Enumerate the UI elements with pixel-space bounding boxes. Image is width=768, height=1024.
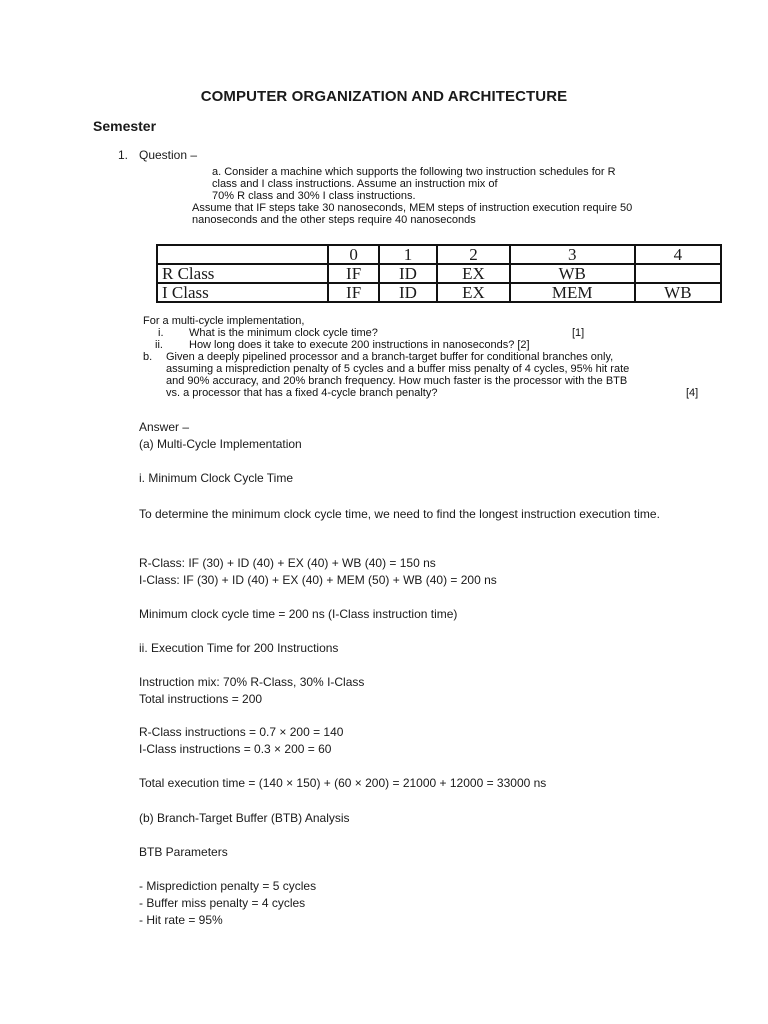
question-i-text: What is the minimum clock cycle time?	[189, 327, 378, 339]
btb-param: - Misprediction penalty = 5 cycles	[139, 879, 317, 893]
question-b-line: vs. a processor that has a fixed 4-cycle branch penalty?	[166, 387, 438, 399]
table-cell: IF	[328, 283, 378, 302]
table-row	[157, 283, 721, 302]
table-cell: ID	[379, 264, 438, 283]
table-cell: I Class	[157, 283, 328, 302]
table-cell: IF	[328, 264, 378, 283]
pipeline-steps-table	[156, 244, 722, 303]
table-cell: ID	[379, 283, 438, 302]
table-header-row	[157, 245, 721, 264]
answer-i-heading: i. Minimum Clock Cycle Time	[139, 471, 294, 485]
table-cell: MEM	[510, 283, 635, 302]
table-cell	[157, 245, 328, 264]
table-cell: WB	[510, 264, 635, 283]
total-instructions: Total instructions = 200	[139, 692, 263, 706]
table-cell: 2	[437, 245, 509, 264]
page-title: COMPUTER ORGANIZATION AND ARCHITECTURE	[200, 88, 568, 105]
question-ii-text: How long does it take to execute 200 instructions in nanoseconds? [2]	[189, 339, 530, 351]
instruction-mix: Instruction mix: 70% R-Class, 30% I-Class	[139, 675, 365, 689]
question-a-line: nanoseconds and the other steps require 40 nanoseconds	[192, 214, 476, 226]
i-class-count: I-Class instructions = 0.3 × 200 = 60	[139, 742, 332, 756]
question-a-line: class and I class instructions. Assume an instruction mix of	[212, 178, 498, 190]
i-class-time: I-Class: IF (30) + ID (40) + EX (40) + MEM (50) + WB (40) = 200 ns	[139, 573, 497, 587]
answer-intro: To determine the minimum clock cycle time, we need to find the longest instruction execution time.	[139, 507, 660, 521]
answer-ii-heading: ii. Execution Time for 200 Instructions	[139, 641, 339, 655]
answer-a-heading: (a) Multi-Cycle Implementation	[139, 437, 302, 451]
table-cell: WB	[635, 283, 721, 302]
question-label: Question –	[139, 148, 198, 162]
question-i-marks: [1]	[572, 327, 585, 339]
semester-heading: Semester	[93, 118, 157, 134]
btb-params-heading: BTB Parameters	[139, 845, 228, 859]
question-b-line: and 90% accuracy, and 20% branch frequency. How much faster is the processor with the BTB	[166, 375, 628, 387]
question-ii-number: ii.	[155, 339, 163, 351]
question-a-line: 70% R class and 30% I class instructions.	[212, 190, 416, 202]
question-b-line: Given a deeply pipelined processor and a branch-target buffer for conditional branches only,	[166, 351, 614, 363]
btb-param: - Hit rate = 95%	[139, 913, 223, 927]
table-cell: R Class	[157, 264, 328, 283]
question-number: 1.	[118, 148, 129, 162]
table-cell: 0	[328, 245, 378, 264]
table-cell: 3	[510, 245, 635, 264]
question-i-number: i.	[158, 327, 164, 339]
question-a-line: a. Consider a machine which supports the following two instruction schedules for R	[212, 166, 616, 178]
r-class-time: R-Class: IF (30) + ID (40) + EX (40) + WB (40) = 150 ns	[139, 556, 436, 570]
multi-cycle-intro: For a multi-cycle implementation,	[143, 315, 305, 327]
table-cell: EX	[437, 264, 509, 283]
answer-label: Answer –	[139, 420, 190, 434]
total-execution-time: Total execution time = (140 × 150) + (60 × 200) = 21000 + 12000 = 33000 ns	[139, 776, 547, 790]
question-b-line: assuming a misprediction penalty of 5 cycles and a buffer miss penalty of 4 cycles, 95% hit rate	[166, 363, 630, 375]
min-cycle-time: Minimum clock cycle time = 200 ns (I-Class instruction time)	[139, 607, 458, 621]
r-class-count: R-Class instructions = 0.7 × 200 = 140	[139, 725, 344, 739]
question-b-number: b.	[143, 351, 153, 363]
btb-param: - Buffer miss penalty = 4 cycles	[139, 896, 306, 910]
table-cell: 4	[635, 245, 721, 264]
question-b-marks: [4]	[686, 387, 699, 399]
question-a-line: Assume that IF steps take 30 nanoseconds, MEM steps of instruction execution require 50	[192, 202, 633, 214]
answer-b-heading: (b) Branch-Target Buffer (BTB) Analysis	[139, 811, 350, 825]
table-cell: 1	[379, 245, 438, 264]
table-cell	[635, 264, 721, 283]
table-row	[157, 264, 721, 283]
table-cell: EX	[437, 283, 509, 302]
